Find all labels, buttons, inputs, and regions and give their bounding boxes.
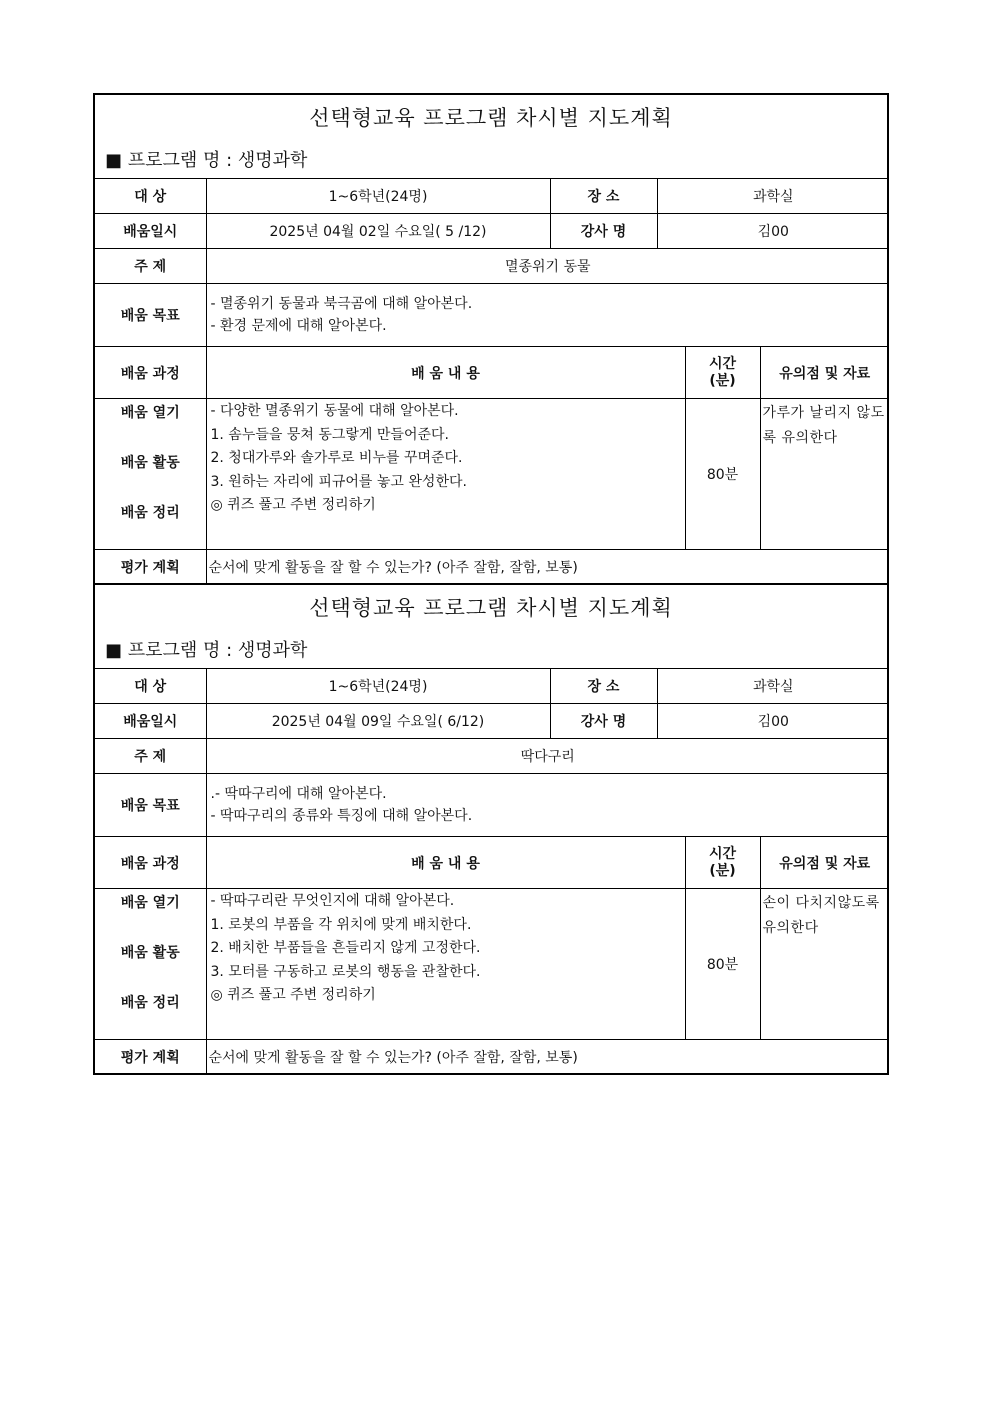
phase-close: 배움 정리 [120, 505, 180, 521]
goal-item: - 환경 문제에 대해 알아본다. [210, 318, 387, 334]
target-label: 대 상 [95, 179, 206, 214]
notes-value: 손이 다치지않도록 유의한다 [760, 889, 889, 1040]
phase-open: 배움 열기 [120, 895, 180, 911]
plan-table [95, 178, 889, 583]
notes-value: 가루가 날리지 않도록 유의한다 [760, 399, 889, 550]
eval-label: 평가 계획 [95, 550, 206, 584]
time-label [685, 347, 760, 399]
time-label-line2: (분) [709, 862, 736, 879]
program-name-text: ■ 프로그램 명 : 생명과학 [105, 639, 308, 661]
topic-label: 주 제 [95, 739, 206, 774]
teacher-label: 강사 명 [550, 704, 657, 739]
step-list [206, 889, 685, 1040]
step-item: - 딱따구리란 무엇인지에 대해 알아본다. [210, 893, 455, 909]
phase-list [95, 889, 206, 1040]
target-label: 대 상 [95, 669, 206, 704]
goal-list [206, 774, 889, 837]
time-label [685, 837, 760, 889]
step-item: 2. 청대가루와 솔가루로 비누를 꾸며준다. [210, 450, 463, 466]
content-label: 배 움 내 용 [206, 837, 685, 889]
step-item: - 다양한 멸종위기 동물에 대해 알아본다. [210, 403, 459, 419]
eval-value: 순서에 맞게 활동을 잘 할 수 있는가? (아주 잘함, 잘함, 보통) [206, 1040, 889, 1074]
eval-value: 순서에 맞게 활동을 잘 할 수 있는가? (아주 잘함, 잘함, 보통) [206, 550, 889, 584]
goal-item: .- 딱따구리에 대해 알아본다. [210, 786, 387, 802]
step-list [206, 399, 685, 550]
time-label-line1: 시간 [708, 355, 737, 372]
teacher-label: 강사 명 [550, 214, 657, 249]
notes-label: 유의점 및 자료 [760, 347, 889, 399]
program-name [95, 629, 887, 668]
notes-label: 유의점 및 자료 [760, 837, 889, 889]
place-label: 장 소 [550, 669, 657, 704]
plan-title: 선택형교육 프로그램 차시별 지도계획 [309, 106, 673, 130]
time-value: 80분 [685, 399, 760, 550]
date-value: 2025년 04월 09일 수요일( 6/12) [206, 704, 550, 739]
goal-label: 배움 목표 [95, 284, 206, 347]
target-value: 1~6학년(24명) [206, 179, 550, 214]
time-label-line1: 시간 [708, 845, 737, 862]
time-value: 80분 [685, 889, 760, 1040]
teacher-value: 김00 [657, 214, 889, 249]
step-item: 1. 로봇의 부품을 각 위치에 맞게 배치한다. [210, 916, 472, 933]
time-label-line2: (분) [709, 372, 736, 389]
date-label: 배움일시 [95, 214, 206, 249]
phase-activity: 배움 활동 [120, 455, 180, 471]
place-label: 장 소 [550, 179, 657, 214]
teacher-value: 김00 [657, 704, 889, 739]
phase-close: 배움 정리 [120, 995, 180, 1011]
goal-item: - 멸종위기 동물과 북극곰에 대해 알아본다. [210, 296, 473, 312]
topic-value: 딱다구리 [206, 739, 889, 774]
topic-label: 주 제 [95, 249, 206, 284]
step-item: 2. 배치한 부품들을 흔들리지 않게 고정한다. [210, 940, 481, 956]
content-label: 배 움 내 용 [206, 347, 685, 399]
plan-title: 선택형교육 프로그램 차시별 지도계획 [309, 596, 673, 620]
step-item: ◎ 퀴즈 풀고 주변 정리하기 [210, 497, 376, 513]
program-name [95, 139, 887, 178]
process-label: 배움 과정 [95, 837, 206, 889]
lesson-plan-1 [93, 93, 889, 585]
target-value: 1~6학년(24명) [206, 669, 550, 704]
goal-label: 배움 목표 [95, 774, 206, 837]
phase-open: 배움 열기 [120, 405, 180, 421]
program-name-text: ■ 프로그램 명 : 생명과학 [105, 149, 308, 171]
step-item: 3. 모터를 구동하고 로봇의 행동을 관찰한다. [210, 963, 481, 980]
process-label: 배움 과정 [95, 347, 206, 399]
place-value: 과학실 [657, 179, 889, 214]
place-value: 과학실 [657, 669, 889, 704]
step-item: 1. 솜누들을 뭉쳐 동그랗게 만들어준다. [210, 426, 449, 443]
date-label: 배움일시 [95, 704, 206, 739]
phase-list [95, 399, 206, 550]
phase-activity: 배움 활동 [120, 945, 180, 961]
plan-table [95, 668, 889, 1073]
topic-value: 멸종위기 동물 [206, 249, 889, 284]
goal-list [206, 284, 889, 347]
goal-item: - 딱따구리의 종류와 특징에 대해 알아본다. [210, 808, 473, 824]
lesson-plan-2 [93, 583, 889, 1075]
step-item: ◎ 퀴즈 풀고 주변 정리하기 [210, 987, 376, 1003]
date-value: 2025년 04월 02일 수요일( 5 /12) [206, 214, 550, 249]
step-item: 3. 원하는 자리에 피규어를 놓고 완성한다. [210, 473, 467, 490]
eval-label: 평가 계획 [95, 1040, 206, 1074]
